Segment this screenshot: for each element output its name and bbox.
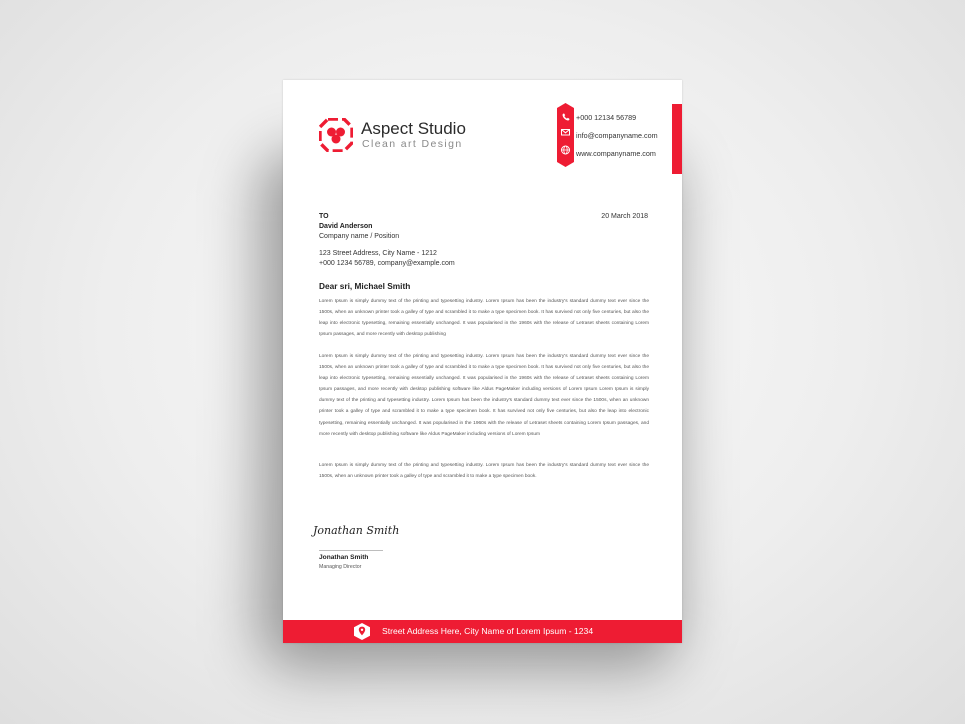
signer-name: Jonathan Smith <box>319 554 369 561</box>
recipient-contact: +000 1234 56789, company@example.com <box>319 260 455 267</box>
footer-bar <box>283 620 682 643</box>
contact-phone: +000 12134 56789 <box>576 113 637 122</box>
aspect-logo-icon <box>319 118 353 152</box>
body-paragraph-2: Lorem Ipsum is simply dummy text of the printing and typesetting industry. Lorem Ipsum has been the industry's standard dummy text ever since the 1500s, when an unknown printer took a galley of type and scrambled it to make a type specimen book. It has survived not only five centuries, but also the leap into electronic typesetting, remaining essentially unchanged. It was popularised in the 1960s with the release of Letraset sheets containing Lorem Ipsum passages, and more recently with desktop publishing software like Aldus PageMaker including versions of Lorem Ipsum Lorem Ipsum is simply dummy text of the printing and typesetting industry. Lorem Ipsum has been the industry's standard dummy text ever since the 1500s, when an unknown printer took a galley of type and scrambled it to make a type specimen book. It has survived not only five centuries, but also the leap into electronic typesetting, remaining essentially unchanged. It was popularised in the 1960s with the release of Letraset sheets containing Lorem Ipsum passages, and more recently with desktop publishing software like Aldus PageMaker including versions of Lorem Ipsum <box>319 354 649 437</box>
to-label: TO <box>319 213 329 220</box>
signer-title: Managing Director <box>319 564 362 570</box>
brand-tagline: Clean art Design <box>362 138 463 150</box>
contact-website: www.companyname.com <box>576 149 656 158</box>
contact-icon-strip <box>557 103 574 167</box>
body-paragraph-3: Lorem Ipsum is simply dummy text of the printing and typesetting industry. Lorem Ipsum has been the industry's standard dummy text ever since the 1500s, when an unknown printer took a galley of type and scrambled it to make a type specimen book. <box>319 463 649 480</box>
footer-address: Street Address Here, City Name of Lorem Ipsum - 1234 <box>382 626 594 636</box>
signature-line <box>319 550 383 551</box>
recipient-company: Company name / Position <box>319 233 400 240</box>
recipient-address: 123 Street Address, City Name - 1212 <box>319 250 437 257</box>
contact-email: info@companyname.com <box>576 131 658 140</box>
greeting: Dear sri, Michael Smith <box>319 281 411 291</box>
handwritten-signature: Jonathan Smith <box>313 524 400 537</box>
recipient-name: David Anderson <box>319 223 373 230</box>
accent-tab <box>672 104 682 174</box>
body-paragraph-1: Lorem Ipsum is simply dummy text of the printing and typesetting industry. Lorem Ipsum has been the industry's standard dummy text ever since the 1500s, when an unknown printer took a galley of type and scrambled it to make a type specimen book. It has survived not only five centuries, but also the leap into electronic typesetting, remaining essentially unchanged. It was popularised in the 1960s with the release of Letraset sheets containing Lorem Ipsum passages, and more recently with desktop publishing <box>319 299 649 338</box>
location-pin-icon <box>354 623 370 640</box>
letter-date: 20 March 2018 <box>601 213 648 220</box>
letterhead-page <box>283 80 682 643</box>
brand-name: Aspect Studio <box>361 119 466 138</box>
